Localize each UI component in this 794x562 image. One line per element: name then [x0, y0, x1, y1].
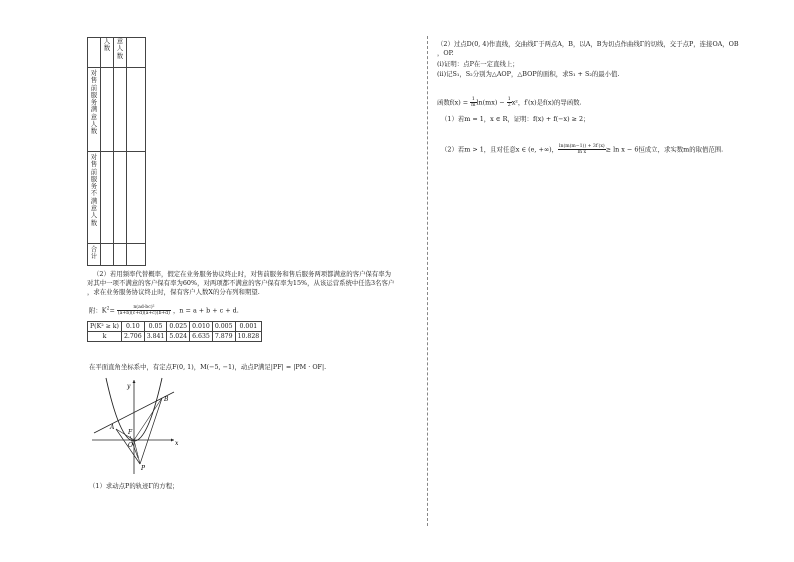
table-row-header: 对售前服务不满意人数	[88, 152, 101, 244]
table-row-header: 合计	[88, 244, 101, 266]
label-p: P	[141, 465, 146, 472]
chi-square-formula: 附：$K^2=$ $\frac{\text{n(ad-bc)²}}{(a+b)(c+d)(a+c)(b+d)}$ ，n = a + b + c + d.	[89, 305, 239, 316]
table-corner-cell	[88, 38, 101, 68]
right-question-2-part-ii: (ii)记S₁，S₂分别为△AOP，△BOP的面积，求S₁ + S₂的最小值.	[437, 70, 620, 78]
question-2-line-2: 对其中一项不满意的客户保有率为60%，对两项都不满意的客户保有率为15%，从该运营系统中任选3名客户	[87, 279, 395, 287]
function-fraction-1: $\frac{1}{m}$	[471, 97, 476, 108]
segment-op	[134, 440, 140, 464]
function-part-2: （2）若m > 1，且对任意x ∈ (e, +∞)， $\frac{\ln(m(m-1)) + 3f'(x)}{\text{ln x}}$ ≥ ln x − 6恒成立，求实数m的取值范围.	[441, 144, 724, 155]
table-cell	[127, 68, 146, 152]
table-row-header: P(K² ≥ k)	[88, 322, 122, 332]
question-1: （1）求动点P的轨迹Γ的方程；	[89, 482, 179, 490]
table-cell	[101, 152, 114, 244]
survey-table	[87, 37, 146, 266]
table-cell	[114, 152, 127, 244]
table-cell: 0.010	[190, 322, 213, 332]
function-fraction-2: $\frac{1}{2}$	[507, 97, 511, 108]
critical-value-table	[87, 321, 262, 342]
part-2-fraction: $\frac{\ln(m(m-1)) + 3f'(x)}{\text{ln x}}$	[559, 144, 605, 155]
table-row	[88, 332, 262, 342]
label-f: F	[128, 429, 133, 436]
table-header-cell: 人数	[101, 38, 114, 68]
table-cell: 0.025	[167, 322, 190, 332]
table-cell: 0.001	[235, 322, 262, 332]
coordinate-problem: 在平面直角坐标系中，有定点F(0, 1)，M(−5, −1)，动点P满足|PF| = |PM · OF|.	[89, 363, 327, 371]
segment-ob	[134, 398, 162, 440]
table-row-header: 对售前服务满意人数	[88, 68, 101, 152]
right-question-2-line-2: ，OP.	[437, 49, 454, 57]
table-cell: 7.879	[212, 332, 235, 342]
function-part-1: （1）若m = 1，x ∈ R，证明：f(x) + f(−x) ≥ 2；	[441, 115, 590, 123]
table-cell	[127, 152, 146, 244]
table-cell: 10.828	[235, 332, 262, 342]
label-b: B	[164, 396, 169, 403]
label-x: x	[175, 440, 179, 447]
question-2-line-1: （2）若用频率代替概率，假定在业务服务协议终止时，对售前服务和售后服务两项都满意的客户保有率为	[93, 270, 392, 278]
table-cell	[127, 244, 146, 266]
table-cell	[127, 38, 146, 68]
table-cell	[114, 244, 127, 266]
right-question-2-line-1: （2）过点D(0, 4)作直线，交曲线Γ于两点A，B，以A，B为切点作曲线Γ的切线，交于点P，连接OA，OB	[437, 40, 739, 48]
x-axis-arrow	[171, 439, 174, 442]
label-a: A	[110, 424, 115, 431]
parabola-graph	[90, 376, 186, 476]
table-cell	[101, 244, 114, 266]
right-question-2-part-i: (i)证明：点P在一定直线上；	[437, 60, 519, 68]
table-cell: 0.05	[144, 322, 167, 332]
column-divider	[427, 36, 428, 526]
table-cell	[114, 68, 127, 152]
table-cell: 6.635	[190, 332, 213, 342]
table-cell: 2.706	[121, 332, 144, 342]
function-definition: 函数f(x) = $\frac{1}{m}$ ln(mx) − $\frac{1}{2}$ x²，f′(x)是f(x)的导函数.	[437, 97, 582, 108]
table-header-cell: 意人数	[114, 38, 127, 68]
table-row-header: k	[88, 332, 122, 342]
question-2-line-3: ，求在业务服务协议终止时，保有客户人数X的分布列和期望.	[87, 288, 260, 296]
label-o: O	[128, 442, 133, 449]
y-axis-arrow	[133, 380, 136, 383]
table-cell: 3.841	[144, 332, 167, 342]
table-cell: 0.10	[121, 322, 144, 332]
table-cell	[101, 68, 114, 152]
table-cell: 5.024	[167, 332, 190, 342]
label-y: y	[127, 383, 131, 390]
table-cell: 0.005	[212, 322, 235, 332]
formula-fraction: $\frac{\text{n(ad-bc)²}}{(a+b)(c+d)(a+c)(b+d)}$	[117, 305, 170, 316]
table-row	[88, 322, 262, 332]
